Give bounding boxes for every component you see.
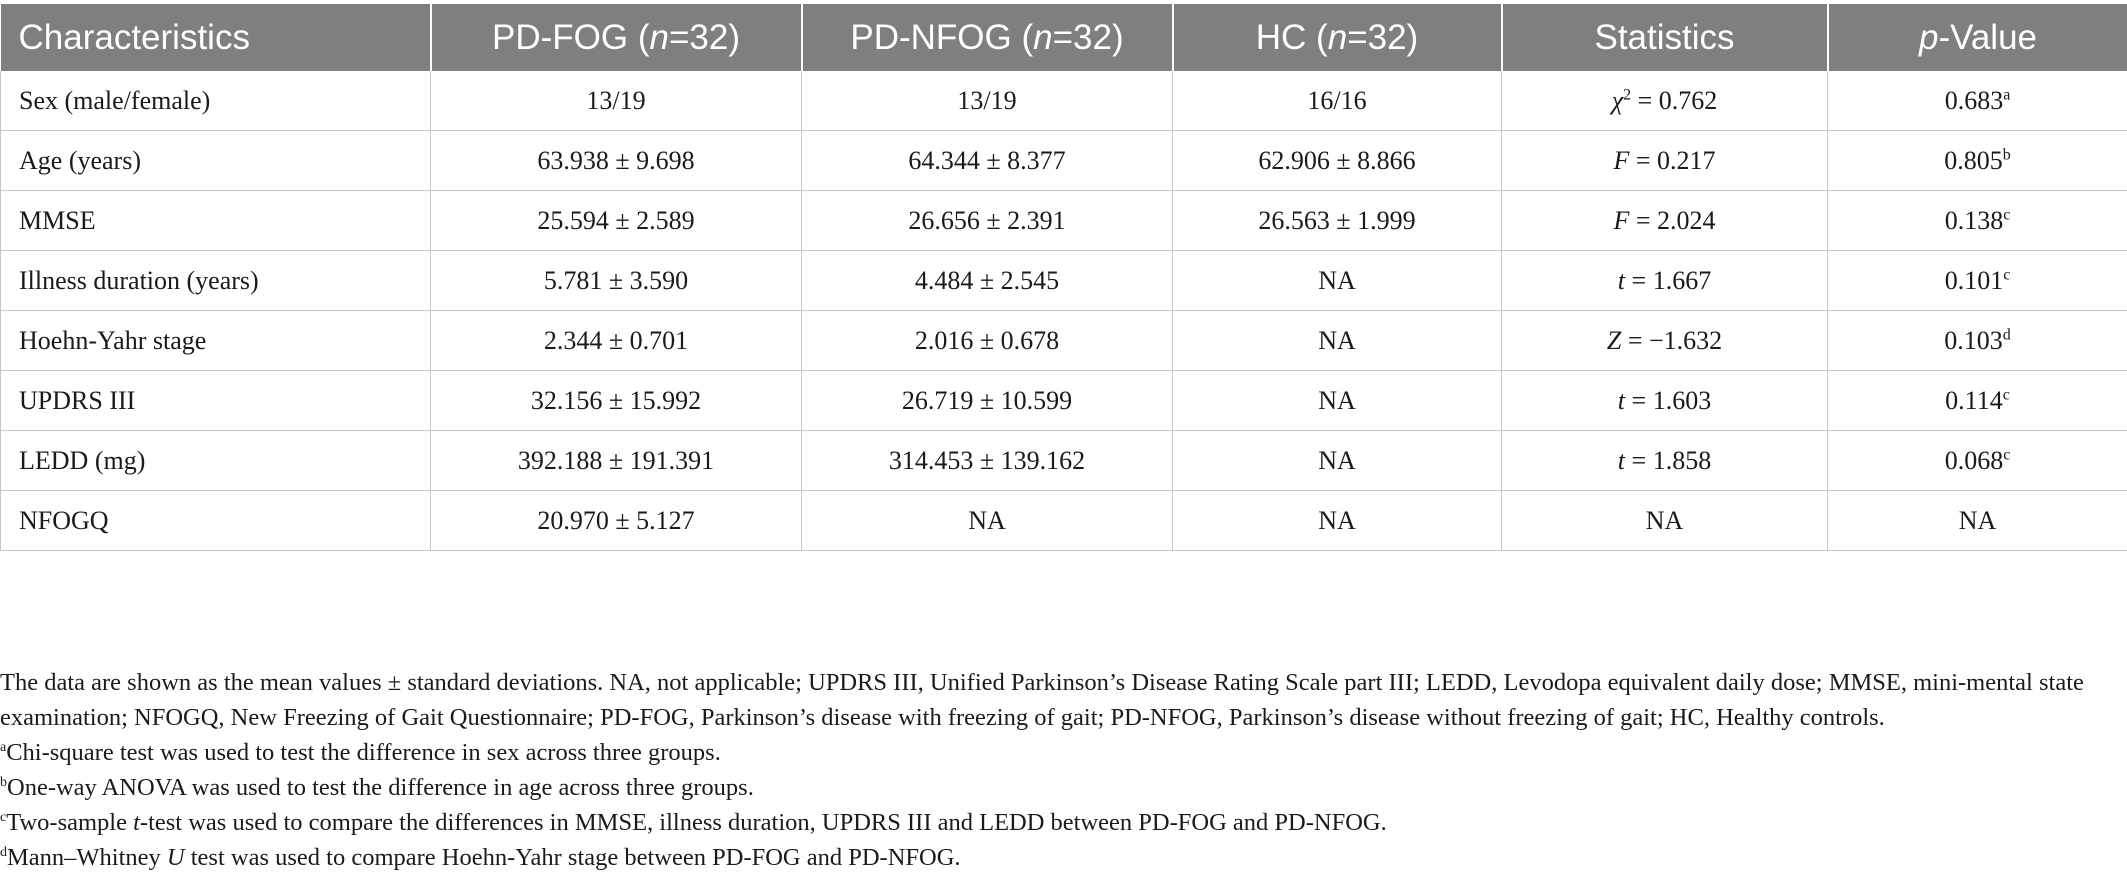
table-row <box>1 431 2127 491</box>
cell-pd-fog: 5.781 ± 3.590 <box>431 251 802 311</box>
footnote-a: $^a$Chi-square test was used to test the difference in sex across three groups. <box>0 739 721 766</box>
cell-hc: NA <box>1173 431 1502 491</box>
cell-statistics: NA <box>1502 491 1828 551</box>
cell-pd-fog: 392.188 ± 191.391 <box>431 431 802 491</box>
cell-pd-nfog: NA <box>802 491 1173 551</box>
table-row <box>1 311 2127 371</box>
footnote-b: $^b$One-way ANOVA was used to test the difference in age across three groups. <box>0 774 754 801</box>
header-characteristics: Characteristics <box>1 4 431 71</box>
cell-pd-nfog: 26.719 ± 10.599 <box>802 371 1173 431</box>
cell-hc: 62.906 ± 8.866 <box>1173 131 1502 191</box>
table-row <box>1 71 2127 131</box>
cell-p-value: 0.068$^c$ <box>1828 431 2127 491</box>
row-label: LEDD (mg) <box>1 431 431 491</box>
cell-pd-nfog: 4.484 ± 2.545 <box>802 251 1173 311</box>
cell-statistics: F = 0.217 <box>1502 131 1828 191</box>
cell-pd-fog: 2.344 ± 0.701 <box>431 311 802 371</box>
header-hc: HC (n=32) <box>1173 4 1502 71</box>
cell-pd-fog: 32.156 ± 15.992 <box>431 371 802 431</box>
header-pd-nfog: PD-NFOG (n=32) <box>802 4 1173 71</box>
cell-statistics: $\chi^2 = 0.762$ <box>1502 71 1828 131</box>
cell-hc: NA <box>1173 371 1502 431</box>
cell-p-value: 0.101$^c$ <box>1828 251 2127 311</box>
cell-hc: 16/16 <box>1173 71 1502 131</box>
footnote-d: $^d$Mann–Whitney U test was used to compare Hoehn-Yahr stage between PD-FOG and PD-NFOG. <box>0 844 961 871</box>
cell-pd-nfog: 64.344 ± 8.377 <box>802 131 1173 191</box>
cell-pd-nfog: 26.656 ± 2.391 <box>802 191 1173 251</box>
table-footnotes <box>0 665 2115 875</box>
cell-pd-nfog: 314.453 ± 139.162 <box>802 431 1173 491</box>
cell-hc: NA <box>1173 251 1502 311</box>
header-statistics: Statistics <box>1502 4 1828 71</box>
cell-statistics: t = 1.603 <box>1502 371 1828 431</box>
cell-p-value: 0.683$^a$ <box>1828 71 2127 131</box>
header-pd-fog: PD-FOG (n=32) <box>431 4 802 71</box>
table-row <box>1 131 2127 191</box>
cell-p-value: 0.103$^d$ <box>1828 311 2127 371</box>
cell-pd-nfog: 13/19 <box>802 71 1173 131</box>
table-row <box>1 191 2127 251</box>
table-row <box>1 251 2127 311</box>
cell-hc: 26.563 ± 1.999 <box>1173 191 1502 251</box>
table-body <box>1 71 2127 551</box>
table-row <box>1 371 2127 431</box>
row-label: Hoehn-Yahr stage <box>1 311 431 371</box>
cell-statistics: t = 1.858 <box>1502 431 1828 491</box>
cell-statistics: t = 1.667 <box>1502 251 1828 311</box>
cell-hc: NA <box>1173 311 1502 371</box>
cell-pd-fog: 20.970 ± 5.127 <box>431 491 802 551</box>
cell-statistics: F = 2.024 <box>1502 191 1828 251</box>
table-row <box>1 491 2127 551</box>
cell-pd-fog: 25.594 ± 2.589 <box>431 191 802 251</box>
cell-pd-fog: 13/19 <box>431 71 802 131</box>
cell-p-value: 0.114$^c$ <box>1828 371 2127 431</box>
footnote-c: $^c$Two-sample t-test was used to compare the differences in MMSE, illness duration, UPDRS III and LEDD between PD-FOG and PD-NFOG. <box>0 809 1387 836</box>
characteristics-table <box>0 4 2127 551</box>
table-header <box>1 4 2127 71</box>
cell-hc: NA <box>1173 491 1502 551</box>
row-label: Illness duration (years) <box>1 251 431 311</box>
cell-p-value: 0.138$^c$ <box>1828 191 2127 251</box>
row-label: UPDRS III <box>1 371 431 431</box>
row-label: MMSE <box>1 191 431 251</box>
cell-pd-fog: 63.938 ± 9.698 <box>431 131 802 191</box>
row-label: Sex (male/female) <box>1 71 431 131</box>
footnote-main: The data are shown as the mean values ± standard deviations. NA, not applicable; UPDRS III, Unified Parkinson’s Disease Rating Scale part III; LEDD, Levodopa equivalent daily dose; MMSE, mini-mental state examination; NFOGQ, New Freezing of Gait Questionnaire; PD-FOG, Parkinson’s disease with freezing of gait; PD-NFOG, Parkinson’s disease without freezing of gait; HC, Healthy controls. <box>0 669 2084 731</box>
cell-statistics: Z = −1.632 <box>1502 311 1828 371</box>
characteristics-table-container <box>0 4 2127 551</box>
row-label: NFOGQ <box>1 491 431 551</box>
row-label: Age (years) <box>1 131 431 191</box>
cell-pd-nfog: 2.016 ± 0.678 <box>802 311 1173 371</box>
header-p-value: p-Value <box>1828 4 2127 71</box>
cell-p-value: NA <box>1828 491 2127 551</box>
cell-p-value: 0.805$^b$ <box>1828 131 2127 191</box>
